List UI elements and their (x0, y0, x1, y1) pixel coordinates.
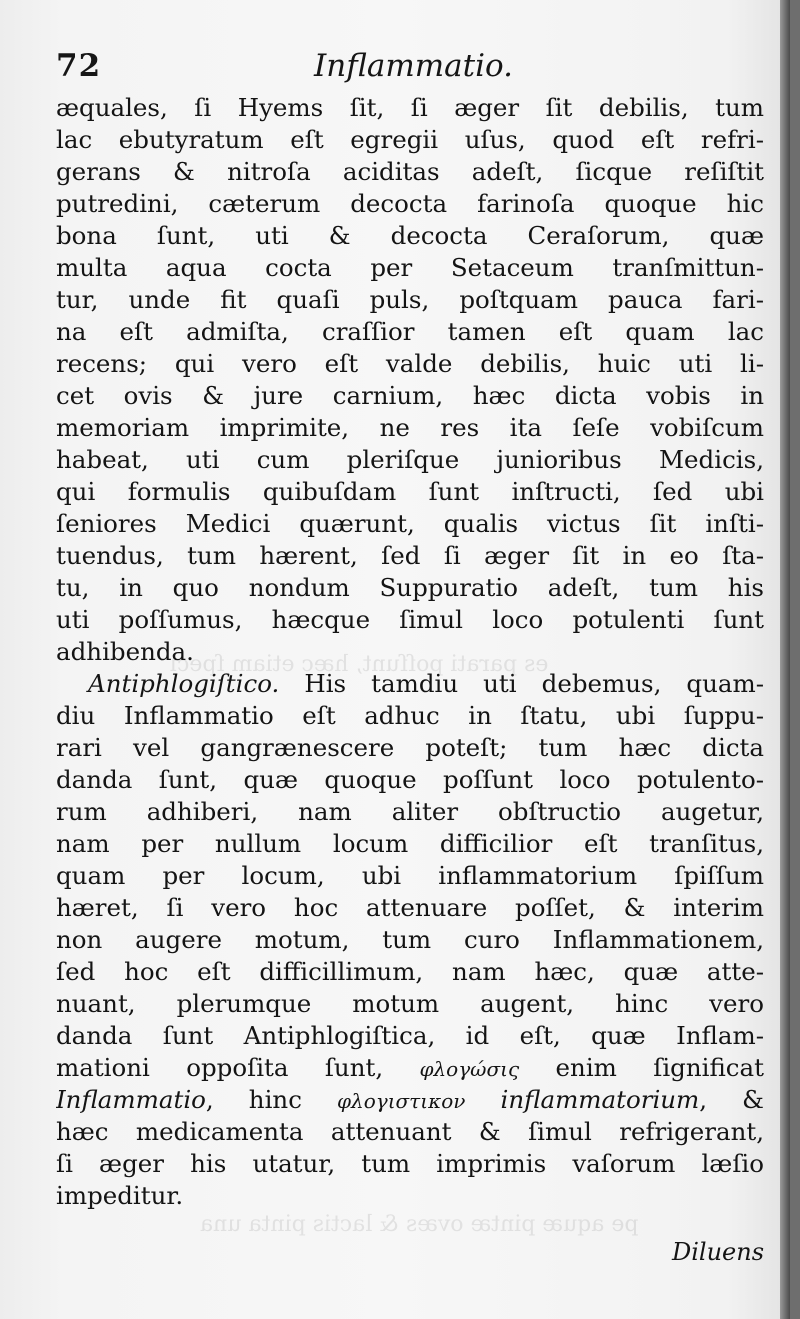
text-line: ſed hoc eſt difficillimum, nam hæc, quæ atte- (56, 957, 764, 986)
greek-word: φλογώσις (419, 1057, 520, 1081)
running-head: Inflammatio. (314, 48, 513, 84)
text-line: rum adhiberi, nam aliter obſtructio augetur, (56, 797, 764, 826)
greek-word: φλογιστικον (337, 1089, 466, 1113)
text-line: diu Inflammatio eſt adhuc in ſtatu, ubi ſuppu- (56, 701, 764, 730)
text-line: uti poſſumus, hæcque ſimul loco potulenti ſunt (56, 605, 764, 634)
page-number: 72 (56, 48, 102, 84)
text-line: nam per nullum locum difficilior eſt tranſitus, (56, 829, 764, 858)
text-segment: enim ſignificat (555, 1053, 764, 1082)
text-line: quam per locum, ubi inflammatorium ſpiſſum (56, 861, 764, 890)
text-line-with-greek (56, 1052, 764, 1084)
text-line: danda ſunt, quæ quoque poſſunt loco potulento- (56, 765, 764, 794)
text-line: hæc medicamenta attenuant & ſimul refrigerant, (56, 1117, 764, 1146)
text-line: non augere motum, tum curo Inflammationem, (56, 925, 764, 954)
text-line: danda ſunt Antiphlogiſtica, id eſt, quæ Inflam- (56, 1021, 764, 1050)
text-segment: , hinc (205, 1085, 302, 1114)
text-line-with-greek (56, 1084, 764, 1116)
italic-word: inflammatorium (500, 1085, 700, 1114)
text-line: tu, in quo nondum Suppuratio adeſt, tum his (56, 573, 764, 602)
text-line: gerans & nitroſa aciditas adeſt, ſicque reſiſtit (56, 157, 764, 186)
body-text (56, 92, 764, 1212)
text-line: hæret, ſi vero hoc attenuare poſſet, & interim (56, 893, 764, 922)
paragraph-lead-italic: Antiphlogiſtico. (88, 669, 280, 698)
italic-word: Inflammatio (56, 1085, 206, 1114)
text-segment: , & (699, 1085, 764, 1114)
text-line: ſeniores Medici quærunt, qualis victus ſit inſti- (56, 509, 764, 538)
text-line: lac ebutyratum eſt egregii uſus, quod eſt refri- (56, 125, 764, 154)
bleed-through-text: pe aquæ pintæ ovæs & lactis pinta una (200, 1212, 639, 1237)
text-segment: His tamdiu uti debemus, quam- (304, 669, 764, 698)
text-line: na eſt admiſta, craſſior tamen eſt quam lac (56, 317, 764, 346)
bleed-through-text: es parati poſſunt, hæc etiam ſpeci (170, 652, 549, 677)
text-segment: mationi oppoſita ſunt, (56, 1053, 384, 1082)
text-line: adhibenda. (56, 637, 194, 666)
text-line: cet ovis & jure carnium, hæc dicta vobis in (56, 381, 764, 410)
text-line: rari vel gangrænescere poteſt; tum hæc dicta (56, 733, 764, 762)
text-line: memoriam imprimite, ne res ita ſeſe vobiſcum (56, 413, 764, 442)
text-line: putredini, cæterum decocta farinoſa quoque hic (56, 189, 764, 218)
text-line: tuendus, tum hærent, ſed ſi æger ſit in eo ſta- (56, 541, 764, 570)
text-line: nuant, plerumque motum augent, hinc vero (56, 989, 764, 1018)
text-line: recens; qui vero eſt valde debilis, huic uti li- (56, 349, 764, 378)
text-line: qui formulis quibuſdam ſunt inſtructi, ſed ubi (56, 477, 764, 506)
catchword: Diluens (672, 1238, 765, 1266)
text-line: impeditur. (56, 1181, 184, 1210)
text-line: æquales, ſi Hyems ſit, ſi æger ſit debilis, tum (56, 93, 764, 122)
text-line: tur, unde fit quaſi puls, poſtquam pauca fari- (56, 285, 764, 314)
page-edge-shadow (780, 0, 790, 1319)
text-line: ſi æger his utatur, tum imprimis vaſorum læſio (56, 1149, 764, 1178)
text-line: habeat, uti cum pleriſque junioribus Medicis, (56, 445, 764, 474)
text-line: bona ſunt, uti & decocta Ceraſorum, quæ (56, 221, 764, 250)
page-header (56, 44, 756, 90)
paragraph-first-line (56, 668, 764, 700)
text-line: multa aqua cocta per Setaceum tranſmittun- (56, 253, 764, 282)
